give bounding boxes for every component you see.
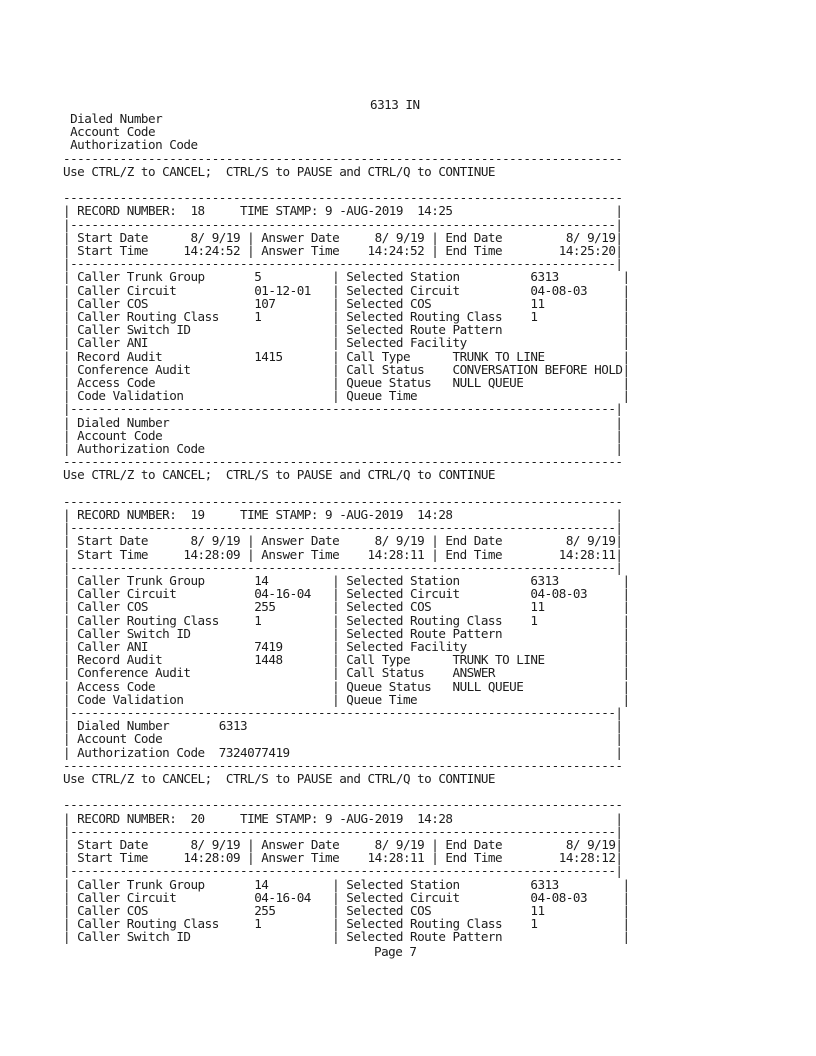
report-line: |-----------------------------------------------------------------------------| — [63, 559, 623, 575]
report-line: ------------------------------------------------------------------------------- — [63, 190, 623, 206]
report-line: | Caller COS 107 | Selected COS 11 | — [63, 295, 630, 311]
report-line: | Record Audit 1448 | Call Type TRUNK TO LINE | — [63, 652, 630, 668]
report-line: | Account Code | — [63, 731, 623, 747]
report-line: |-----------------------------------------------------------------------------| — [63, 823, 623, 839]
report-line: | Caller Trunk Group 14 | Selected Station 6313 | — [63, 876, 630, 892]
report-line: |-----------------------------------------------------------------------------| — [63, 401, 623, 417]
report-line: | Dialed Number 6313 | — [63, 718, 623, 734]
report-line: | Caller Circuit 04-16-04 | Selected Circuit 04-08-03 | — [63, 889, 630, 905]
report-line: | Account Code | — [63, 427, 623, 443]
report-line: | Code Validation | Queue Time | — [63, 388, 630, 404]
report-line: | Start Time 14:28:09 | Answer Time 14:28:11 | End Time 14:28:11| — [63, 546, 623, 562]
report-line: ------------------------------------------------------------------------------- — [63, 797, 623, 813]
report-line: | Caller Routing Class 1 | Selected Routing Class 1 | — [63, 612, 630, 628]
report-line: ------------------------------------------------------------------------------- — [63, 493, 623, 509]
report-line: Authorization Code — [63, 137, 198, 153]
report-line: | Caller COS 255 | Selected COS 11 | — [63, 599, 630, 615]
report-line: | Start Date 8/ 9/19 | Answer Date 8/ 9/19 | End Date 8/ 9/19| — [63, 229, 623, 245]
report-line: |-----------------------------------------------------------------------------| — [63, 863, 623, 879]
report-line: | Code Validation | Queue Time | — [63, 691, 630, 707]
report-line: | Conference Audit | Call Status ANSWER | — [63, 665, 630, 681]
report-line: ------------------------------------------------------------------------------- — [63, 454, 623, 470]
report-line: | Record Audit 1415 | Call Type TRUNK TO LINE | — [63, 348, 630, 364]
report-line: | Caller Circuit 01-12-01 | Selected Circuit 04-08-03 | — [63, 282, 630, 298]
page-title: 6313 IN — [370, 97, 420, 112]
report-line: |-----------------------------------------------------------------------------| — [63, 216, 623, 232]
report-line: | Caller Routing Class 1 | Selected Routing Class 1 | — [63, 916, 630, 932]
report-line: | Caller Switch ID | Selected Route Pattern | — [63, 322, 630, 338]
report-line: Dialed Number — [63, 111, 163, 126]
report-line: Use CTRL/Z to CANCEL; CTRL/S to PAUSE and CTRL/Q to CONTINUE — [63, 163, 496, 179]
report-line: | Access Code | Queue Status NULL QUEUE | — [63, 678, 630, 694]
report-line: | Caller ANI 7419 | Selected Facility | — [63, 639, 630, 654]
report-line: |-----------------------------------------------------------------------------| — [63, 705, 623, 720]
report-line: | Authorization Code | — [63, 441, 623, 456]
report-line: | Caller Circuit 04-16-04 | Selected Circuit 04-08-03 | — [63, 586, 630, 602]
report-line: Use CTRL/Z to CANCEL; CTRL/S to PAUSE and CTRL/Q to CONTINUE — [63, 467, 496, 483]
report-line: | Start Time 14:24:52 | Answer Time 14:24:52 | End Time 14:25:20| — [63, 243, 623, 258]
report-line: | Start Date 8/ 9/19 | Answer Date 8/ 9/19 | End Date 8/ 9/19| — [63, 533, 623, 549]
report-line: | Caller ANI | Selected Facility | — [63, 335, 630, 351]
report-line: | Access Code | Queue Status NULL QUEUE | — [63, 375, 630, 390]
report-line: | Caller Trunk Group 5 | Selected Station 6313 | — [63, 269, 630, 285]
report-line: | RECORD NUMBER: 18 TIME STAMP: 9 -AUG-2019 14:25 | — [63, 203, 623, 219]
report-line: | Caller Switch ID | Selected Route Pattern | — [63, 929, 630, 945]
report-line: ------------------------------------------------------------------------------- — [63, 757, 623, 773]
report-line: | Caller Switch ID | Selected Route Pattern | — [63, 625, 630, 641]
report-line: | Conference Audit | Call Status CONVERSATION BEFORE HOLD| — [63, 361, 630, 377]
report-line: |-----------------------------------------------------------------------------| — [63, 256, 623, 272]
report-line: | Caller Routing Class 1 | Selected Routing Class 1 | — [63, 309, 630, 324]
report-line: |-----------------------------------------------------------------------------| — [63, 520, 623, 536]
report-line: Account Code — [63, 124, 156, 140]
report-line: | Caller Trunk Group 14 | Selected Station 6313 | — [63, 573, 630, 588]
report-line: | Start Date 8/ 9/19 | Answer Date 8/ 9/19 | End Date 8/ 9/19| — [63, 837, 623, 852]
report-line: | Caller COS 255 | Selected COS 11 | — [63, 903, 630, 918]
report-line: | Dialed Number | — [63, 414, 623, 430]
report-line: | RECORD NUMBER: 20 TIME STAMP: 9 -AUG-2019 14:28 | — [63, 810, 623, 826]
report-line: Use CTRL/Z to CANCEL; CTRL/S to PAUSE and CTRL/Q to CONTINUE — [63, 771, 496, 786]
report-line: | Authorization Code 7324077419 | — [63, 744, 623, 760]
report-line: | RECORD NUMBER: 19 TIME STAMP: 9 -AUG-2019 14:28 | — [63, 507, 623, 522]
report-line: ------------------------------------------------------------------------------- — [63, 150, 623, 166]
page-number: Page 7 — [374, 944, 417, 959]
report-line: | Start Time 14:28:09 | Answer Time 14:28:11 | End Time 14:28:12| — [63, 850, 623, 866]
